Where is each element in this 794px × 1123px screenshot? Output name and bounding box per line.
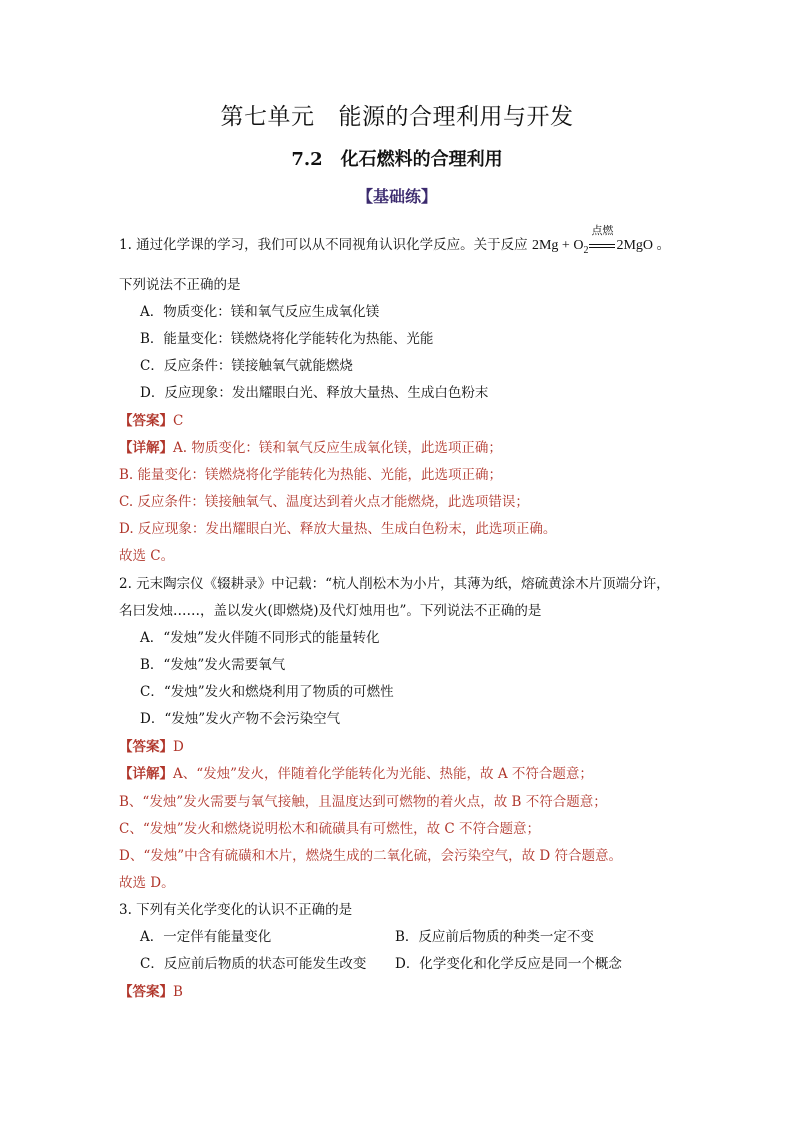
- q2-answer: [119, 737, 184, 757]
- q3-answer: [119, 982, 183, 1002]
- equals-arrow-icon: [589, 244, 615, 248]
- q1-eq-left: 2Mg + O: [531, 238, 584, 253]
- q2-detail-text-a: A、“发烛”发火，伴随着化学能转化为光能、热能，故 A 不符合题意；: [173, 766, 593, 782]
- q2-option-c: C．“发烛”发火和燃烧利用了物质的可燃性: [140, 684, 394, 700]
- q2-option-b: B．“发烛”发火需要氧气: [140, 657, 286, 673]
- q2-detail-b: B、“发烛”发火需要与氧气接触，且温度达到可燃物的着火点，故 B 不符合题意；: [119, 794, 607, 810]
- unit-title-number: 第七单元: [220, 104, 315, 130]
- q1-detail-a: [119, 438, 502, 458]
- q1-eq-condition: [588, 224, 616, 256]
- q1-equation: [531, 224, 671, 256]
- section-number: 7.2: [291, 149, 323, 170]
- q2-answer-value: D: [173, 739, 184, 755]
- unit-title-text: 能源的合理利用与开发: [338, 104, 574, 130]
- q1-conclusion: 故选 C。: [119, 548, 175, 564]
- q1-eq-right: 2MgO 。: [616, 238, 671, 253]
- q3-option-b: B．反应前后物质的种类一定不变: [395, 929, 594, 945]
- section-subtitle: [0, 145, 794, 171]
- q2-detail-c: C、“发烛”发火和燃烧说明松木和硫磺具有可燃性，故 C 不符合题意；: [119, 821, 541, 837]
- q1-stem-line1: [119, 224, 671, 261]
- q2-stem-line2: 名曰发烛……，盖以发火(即燃烧)及代灯烛用也”。下列说法不正确的是: [119, 603, 542, 619]
- q3-option-d: D．化学变化和化学反应是同一个概念: [395, 956, 622, 972]
- q3-option-a: A．一定伴有能量变化: [140, 929, 272, 945]
- q3-option-c: C．反应前后物质的状态可能发生改变: [140, 956, 367, 972]
- q1-stem-prefix: 1. 通过化学课的学习，我们可以从不同视角认识化学反应。关于反应: [119, 237, 528, 253]
- q1-answer-value: C: [173, 413, 184, 429]
- q3-answer-value: B: [173, 984, 183, 1000]
- q3-answer-label: 【答案】: [119, 984, 173, 1000]
- q2-detail-label: 【详解】: [119, 766, 173, 782]
- q1-answer: [119, 411, 183, 431]
- q1-detail-label: 【详解】: [119, 440, 173, 456]
- q1-option-c: C．反应条件：镁接触氧气就能燃烧: [140, 358, 353, 374]
- unit-title: [0, 98, 794, 131]
- q1-detail-b: B. 能量变化：镁燃烧将化学能转化为热能、光能，此选项正确；: [119, 467, 503, 483]
- q1-option-d: D．反应现象：发出耀眼白光、释放大量热、生成白色粉末: [140, 385, 489, 401]
- q2-stem-line1: 2. 元末陶宗仪《辍耕录》中记载：“杭人削松木为小片，其薄为纸，熔硫黄涂木片顶端分许，: [119, 576, 670, 592]
- q2-detail-a: [119, 764, 593, 784]
- q3-stem: 3. 下列有关化学变化的认识不正确的是: [119, 902, 353, 918]
- section-tag: 【基础练】: [356, 187, 437, 206]
- q1-eq-condition-label: 点燃: [591, 224, 614, 237]
- q2-conclusion: 故选 D。: [119, 875, 175, 891]
- section-title: 化石燃料的合理利用: [340, 149, 503, 170]
- q2-option-d: D．“发烛”发火产物不会污染空气: [140, 711, 341, 727]
- q1-eq-subscript: 2: [583, 244, 589, 256]
- q1-option-a: A．物质变化：镁和氧气反应生成氧化镁: [140, 304, 380, 320]
- q1-stem-line2: 下列说法不正确的是: [119, 277, 241, 293]
- q1-detail-text-a: A. 物质变化：镁和氧气反应生成氧化镁，此选项正确；: [173, 440, 502, 456]
- q1-option-b: B．能量变化：镁燃烧将化学能转化为热能、光能: [140, 331, 434, 347]
- q2-option-a: A．“发烛”发火伴随不同形式的能量转化: [140, 630, 380, 646]
- q2-detail-d: D、“发烛”中含有硫磺和木片，燃烧生成的二氧化硫，会污染空气，故 D 符合题意。: [119, 848, 623, 864]
- q2-answer-label: 【答案】: [119, 739, 173, 755]
- q1-detail-d: D. 反应现象：发出耀眼白光、释放大量热、生成白色粉末，此选项正确。: [119, 521, 557, 537]
- q1-answer-label: 【答案】: [119, 413, 173, 429]
- q1-detail-c: C. 反应条件：镁接触氧气、温度达到着火点才能燃烧，此选项错误；: [119, 494, 529, 510]
